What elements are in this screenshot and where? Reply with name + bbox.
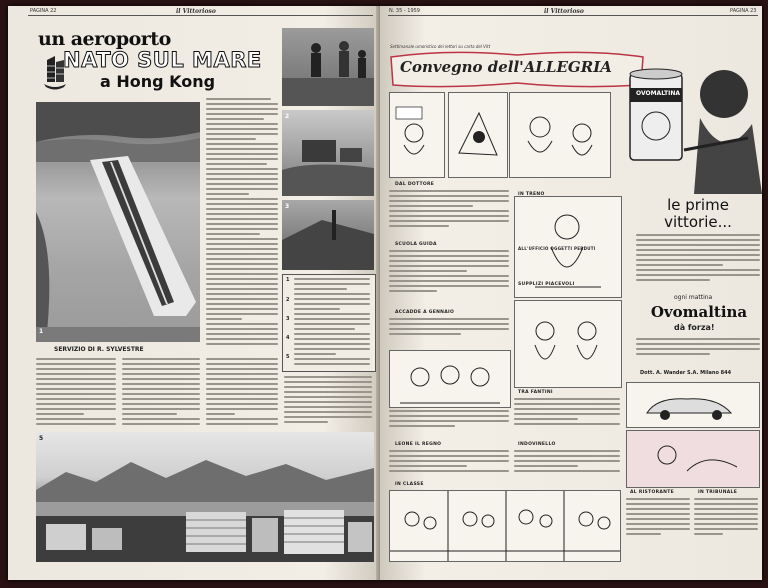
ad-maker: Dott. A. Wander S.A. Milano 844 xyxy=(640,370,732,376)
article-title-line2: NATO SUL MARE xyxy=(63,48,262,72)
workers-photo-top xyxy=(282,28,374,106)
article-title-line3: a Hong Kong xyxy=(100,72,216,91)
ovomaltina-tin-label: OVOMALTINA xyxy=(636,90,681,97)
caption-number-3: 3 xyxy=(286,316,290,322)
section-dal-dottore: DAL DOTTORE xyxy=(395,182,435,187)
caption-number-4: 4 xyxy=(286,335,290,341)
section-ufficio-oggetti: ALL'UFFICIO OGGETTI PERDUTI xyxy=(518,246,596,251)
construction-photo-3 xyxy=(282,200,374,270)
ad-tagline: ogni mattina xyxy=(674,294,713,301)
joke-text-5 xyxy=(389,450,509,480)
hong-kong-panorama-photo xyxy=(36,432,374,562)
section-in-tribunale: IN TRIBUNALE xyxy=(698,490,738,495)
joke-text-3 xyxy=(389,318,509,346)
convegno-title: Convegno dell'ALLEGRIA xyxy=(400,58,612,76)
runway-aerial-photo xyxy=(36,102,200,342)
right-page-number: PAGINA 23 xyxy=(730,8,757,14)
article-text-column-2 xyxy=(206,98,278,348)
cartoon-panel-5 xyxy=(514,300,622,388)
joke-text-9 xyxy=(694,498,758,560)
left-header-rule xyxy=(28,15,373,16)
magazine-spread xyxy=(8,6,762,580)
ad-headline xyxy=(638,197,758,231)
joke-text-7 xyxy=(514,450,620,480)
cartoon-red-panel xyxy=(626,430,760,488)
ad-slogan: dà forza! xyxy=(674,323,715,332)
ad-small-text xyxy=(636,338,760,366)
construction-photo-2 xyxy=(282,110,374,196)
photo-number-1: 1 xyxy=(39,328,44,335)
caption-number-5: 5 xyxy=(286,354,290,360)
joke-text-1 xyxy=(389,190,509,240)
joke-text-top xyxy=(514,92,620,192)
ad-brand-name: Ovomaltina xyxy=(650,303,748,321)
convegno-subtitle: Settimanale umoristico dei lettori su carta del Vitt xyxy=(390,44,491,49)
article-text-column-a xyxy=(36,358,116,428)
photo-number-3: 3 xyxy=(285,203,290,210)
panorama-illustration xyxy=(36,432,374,562)
captions-text xyxy=(294,278,370,368)
ovomaltina-tin-illustration xyxy=(624,54,762,194)
section-indovinello: INDOVINELLO xyxy=(518,442,556,447)
joke-text-8 xyxy=(626,498,690,560)
left-page xyxy=(8,6,380,580)
article-title-line1: un aeroporto xyxy=(38,28,171,50)
right-masthead: il Vittorioso xyxy=(544,8,584,15)
section-scuola-guida: SCUOLA GUIDA xyxy=(395,242,437,247)
cartoon-panel-middle xyxy=(389,350,511,408)
photo-number-5: 5 xyxy=(39,435,44,442)
joke-text-2 xyxy=(389,250,509,306)
right-header-rule xyxy=(388,15,758,16)
joke-text-4 xyxy=(389,410,509,438)
ad-headline-line1: le prime xyxy=(667,196,729,214)
article-byline: SERVIZIO DI R. SYLVESTRE xyxy=(54,346,144,353)
caption-number-1: 1 xyxy=(286,277,290,283)
runway-illustration xyxy=(36,102,200,342)
left-page-number: PAGINA 22 xyxy=(30,8,57,14)
ad-body-text xyxy=(636,234,760,290)
section-in-treno: IN TRENO xyxy=(518,192,545,197)
left-masthead: il Vittorioso xyxy=(176,8,216,15)
cartoon-panel-1 xyxy=(389,92,445,178)
section-leone: LEONE IL REGNO xyxy=(395,442,442,447)
ad-headline-line2: vittorie... xyxy=(664,213,732,231)
bottom-comic-strip xyxy=(389,490,621,562)
section-tra-fantini: TRA FANTINI xyxy=(518,390,553,395)
cartoon-car-panel xyxy=(626,382,760,428)
article-text-column-d xyxy=(284,376,372,428)
section-supplizi: SUPPLIZI PIACEVOLI xyxy=(518,282,575,287)
right-issue-label: N. 35 - 1959 xyxy=(389,8,420,14)
photo-number-2: 2 xyxy=(285,113,290,120)
section-in-classe: IN CLASSE xyxy=(395,482,424,487)
section-accadde-gennaio: ACCADDE A GENNAIO xyxy=(395,310,455,315)
joke-text-6 xyxy=(514,398,620,438)
section-al-ristorante: AL RISTORANTE xyxy=(630,490,674,495)
article-text-column-b xyxy=(122,358,200,428)
article-text-column-c xyxy=(206,358,278,428)
cartoon-panel-2 xyxy=(448,92,508,178)
caption-number-2: 2 xyxy=(286,297,290,303)
